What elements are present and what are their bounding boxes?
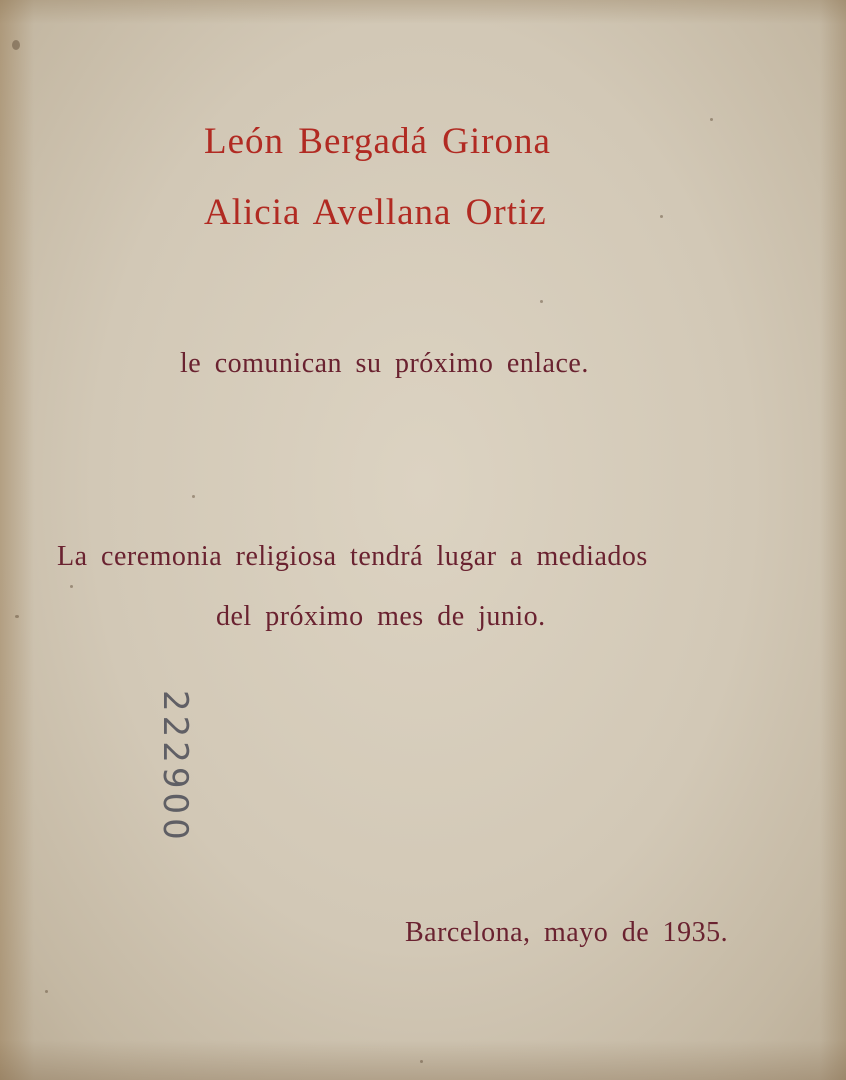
- paper-speck: [540, 300, 543, 303]
- paper-speck: [15, 615, 19, 618]
- paper-speck: [420, 1060, 423, 1063]
- paper-stain-top: [0, 0, 846, 24]
- paper-speck: [70, 585, 73, 588]
- ceremony-line-1: La ceremonia religiosa tendrá lugar a mediados: [57, 541, 648, 572]
- handwritten-catalog-number: 222900: [155, 690, 195, 844]
- announcement-text: le comunican su próximo enlace.: [180, 348, 589, 379]
- ceremony-line-2: del próximo mes de junio.: [216, 601, 546, 632]
- paper-speck: [45, 990, 48, 993]
- paper-stain-bottom: [0, 1040, 846, 1080]
- paper-speck: [710, 118, 713, 121]
- place-and-date: Barcelona, mayo de 1935.: [405, 917, 729, 948]
- paper-stain-right: [820, 0, 846, 1080]
- paper-speck: [660, 215, 663, 218]
- paper-speck: [192, 495, 195, 498]
- paper-stain-left: [0, 0, 34, 1080]
- paper-speck: [12, 40, 20, 50]
- groom-name: León Bergadá Girona: [204, 121, 551, 162]
- bride-name: Alicia Avellana Ortiz: [204, 192, 547, 233]
